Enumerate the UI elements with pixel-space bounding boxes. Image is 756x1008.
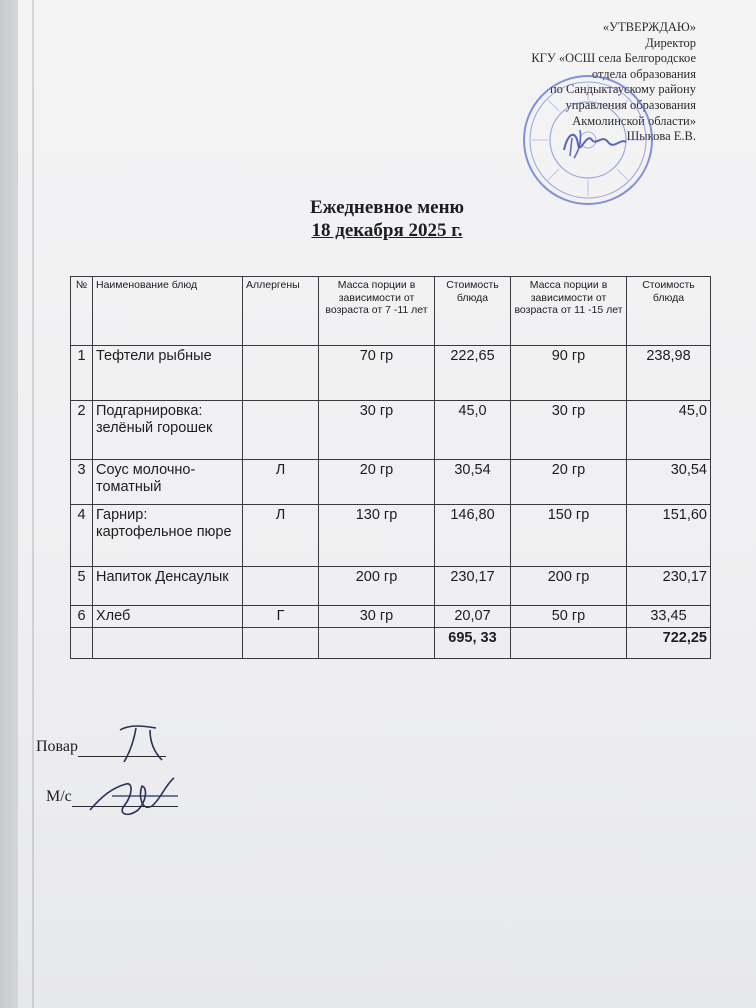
table-row bbox=[71, 460, 711, 505]
menu-table bbox=[70, 276, 711, 659]
dish-name: Напиток Денсаулык bbox=[93, 567, 243, 606]
document-date: 18 декабря 2025 г. bbox=[311, 220, 463, 241]
column-header: Стоимость блюда bbox=[627, 277, 711, 346]
empty-cell bbox=[71, 628, 93, 659]
column-header: Стоимость блюда bbox=[435, 277, 511, 346]
approval-line: Шыкова Е.В. bbox=[626, 129, 696, 144]
total-11-15: 722,25 bbox=[627, 628, 711, 659]
mass-7-11: 70 гр bbox=[319, 346, 435, 401]
dish-name: Хлеб bbox=[93, 606, 243, 628]
nurse-label: М/с bbox=[46, 788, 72, 805]
title-block bbox=[18, 196, 756, 242]
cost-11-15: 45,0 bbox=[627, 401, 711, 460]
column-header: Наименование блюд bbox=[93, 277, 243, 346]
table-row bbox=[71, 606, 711, 628]
allergen bbox=[243, 567, 319, 606]
total-row bbox=[71, 628, 711, 659]
dish-name: Гарнир: картофельное пюре bbox=[93, 505, 243, 567]
table-row bbox=[71, 505, 711, 567]
official-stamp bbox=[520, 72, 656, 208]
document-page bbox=[18, 0, 756, 1008]
mass-11-15: 90 гр bbox=[511, 346, 627, 401]
cost-7-11: 30,54 bbox=[435, 460, 511, 505]
row-number: 6 bbox=[71, 606, 93, 628]
dish-name: Подгарнировка: зелёный горошек bbox=[93, 401, 243, 460]
table-row bbox=[71, 401, 711, 460]
cost-7-11: 146,80 bbox=[435, 505, 511, 567]
row-number: 1 bbox=[71, 346, 93, 401]
approval-line: Акмолинской области» bbox=[572, 113, 696, 128]
cost-11-15: 30,54 bbox=[627, 460, 711, 505]
empty-cell bbox=[93, 628, 243, 659]
approval-line: Директор bbox=[645, 35, 696, 50]
page-fold bbox=[32, 0, 34, 1008]
cost-11-15: 151,60 bbox=[627, 505, 711, 567]
cook-signature bbox=[110, 718, 180, 768]
mass-7-11: 30 гр bbox=[319, 401, 435, 460]
allergen bbox=[243, 346, 319, 401]
cost-11-15: 33,45 bbox=[627, 606, 711, 628]
table-row bbox=[71, 567, 711, 606]
cost-11-15: 238,98 bbox=[627, 346, 711, 401]
cost-7-11: 45,0 bbox=[435, 401, 511, 460]
table-row bbox=[71, 346, 711, 401]
column-header: Масса порции в зависимости от возраста от 11 -15 лет bbox=[511, 277, 627, 346]
mass-11-15: 200 гр bbox=[511, 567, 627, 606]
allergen: Л bbox=[243, 505, 319, 567]
total-7-11: 695, 33 bbox=[435, 628, 511, 659]
approval-line: по Сандыктаускому району bbox=[549, 82, 696, 97]
mass-7-11: 200 гр bbox=[319, 567, 435, 606]
dish-name: Тефтели рыбные bbox=[93, 346, 243, 401]
mass-11-15: 50 гр bbox=[511, 606, 627, 628]
approval-line: КГУ «ОСШ села Белгородское bbox=[531, 51, 696, 66]
cost-7-11: 20,07 bbox=[435, 606, 511, 628]
allergen: Л bbox=[243, 460, 319, 505]
empty-cell bbox=[511, 628, 627, 659]
mass-11-15: 150 гр bbox=[511, 505, 627, 567]
mass-11-15: 20 гр bbox=[511, 460, 627, 505]
mass-7-11: 30 гр bbox=[319, 606, 435, 628]
dish-name: Соус молочно-томатный bbox=[93, 460, 243, 505]
row-number: 2 bbox=[71, 401, 93, 460]
document-title: Ежедневное меню bbox=[309, 197, 465, 218]
allergen bbox=[243, 401, 319, 460]
approval-line: управления образования bbox=[565, 97, 696, 112]
allergen: Г bbox=[243, 606, 319, 628]
empty-cell bbox=[319, 628, 435, 659]
cost-7-11: 230,17 bbox=[435, 567, 511, 606]
empty-cell bbox=[243, 628, 319, 659]
column-header: Масса порции в зависимости от возраста от 7 -11 лет bbox=[319, 277, 435, 346]
row-number: 4 bbox=[71, 505, 93, 567]
column-header: Аллергены bbox=[243, 277, 319, 346]
approval-line: отдела образования bbox=[591, 66, 696, 81]
nurse-signature bbox=[82, 766, 192, 832]
approval-line: «УТВЕРЖДАЮ» bbox=[602, 20, 696, 34]
row-number: 5 bbox=[71, 567, 93, 606]
cook-label: Повар bbox=[36, 738, 78, 755]
cost-7-11: 222,65 bbox=[435, 346, 511, 401]
table-header-row bbox=[71, 277, 711, 346]
column-header: № bbox=[71, 277, 93, 346]
row-number: 3 bbox=[71, 460, 93, 505]
cost-11-15: 230,17 bbox=[627, 567, 711, 606]
mass-7-11: 130 гр bbox=[319, 505, 435, 567]
mass-7-11: 20 гр bbox=[319, 460, 435, 505]
mass-11-15: 30 гр bbox=[511, 401, 627, 460]
